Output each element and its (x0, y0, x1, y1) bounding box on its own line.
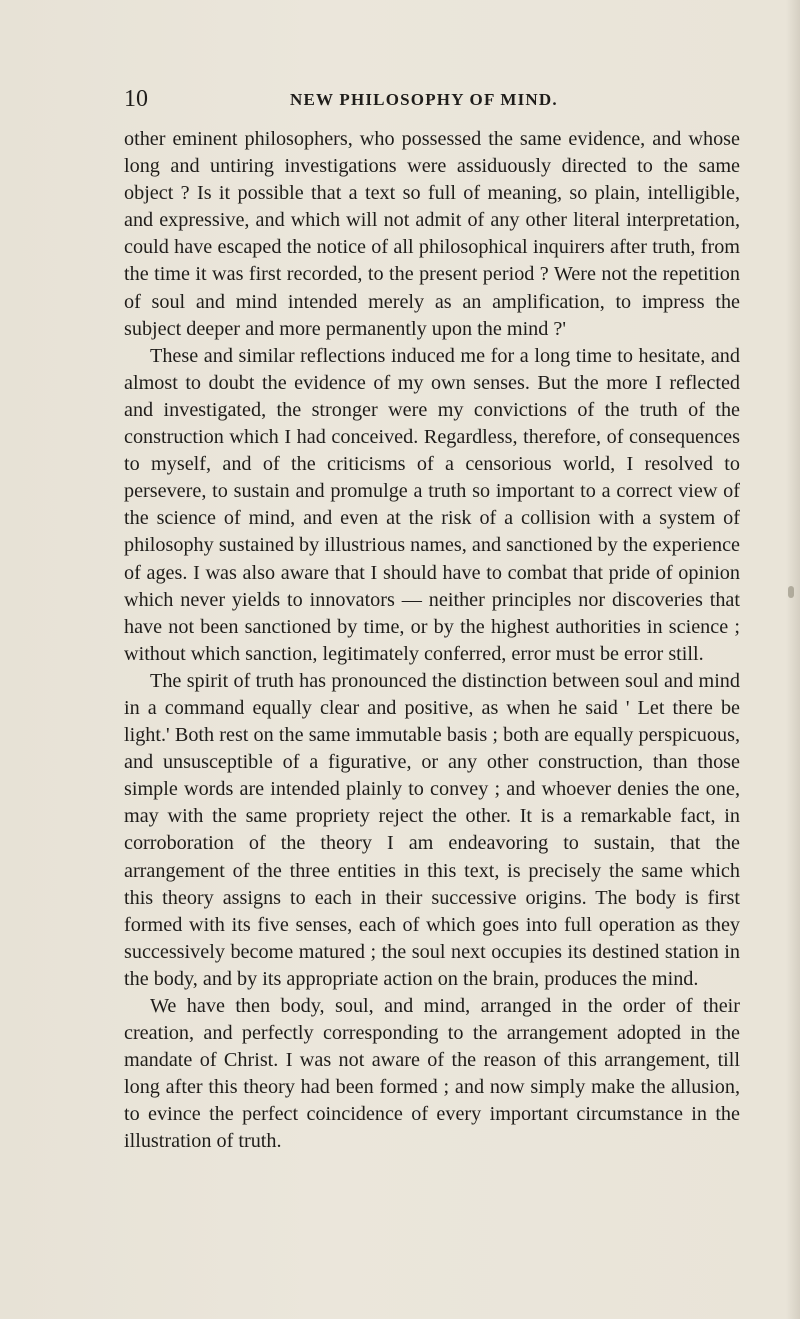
running-title: NEW PHILOSOPHY OF MIND. (290, 90, 558, 109)
page-number: 10 (124, 86, 148, 112)
paper-blemish (788, 586, 794, 598)
paragraph-3: The spirit of truth has pronounced the distinction between soul and mind in a command equally clear and positive, as when he said ' Let there be light.' Both rest on the same immutable basis ; both are equally perspicuous, and unsusceptible of a figurative, or any other construction, than those simple words are intended plainly to convey ; and whoever denies the one, may with the same propriety reject the other. It is a remarkable fact, in corroboration of the theory I am endeavoring to sustain, that the arrangement of the three entities in this text, is precisely the same which this theory assigns to each in their successive origins. The body is first formed with its five senses, each of which goes into full operation as they successively become matured ; the soul next occupies its destined station in the body, and by its appropriate action on the brain, produces the mind. (124, 669, 740, 990)
page-header (124, 84, 740, 114)
page-edge-shadow (786, 0, 800, 1319)
paragraph-4: We have then body, soul, and mind, arranged in the order of their creation, and perfectly corresponding to the arrangement adopted in the mandate of Christ. I was not aware of the reason of this arrangement, till long after this theory had been formed ; and now simply make the allusion, to evince the perfect coincidence of every important circumstance in the illustration of truth. (124, 995, 740, 1153)
paragraph-1: other eminent philosophers, who possessed the same evidence, and whose long and untiring investigations were assiduously directed to the same object ? Is it possible that a text so full of meaning, so plain, intelligible, and expressive, and which will not admit of any other literal interpretation, could have escaped the notice of all philosophical inquirers after truth, from the time it was first recorded, to the present period ? Were not the repetition of soul and mind intended merely as an amplification, to impress the subject deeper and more permanently upon the mind ?' (124, 128, 740, 340)
paragraph-2: These and similar reflections induced me for a long time to hesitate, and almost to doubt the evidence of my own senses. But the more I reflected and investigated, the stronger were my convictions of the truth of the construction which I had conceived. Regardless, therefore, of consequences to myself, and of the criticisms of a censorious world, I resolved to persevere, to sustain and promulge a truth so important to a correct view of the science of mind, and even at the risk of a collision with a system of philosophy sustained by illustrious names, and sanctioned by the experience of ages. I was also aware that I should have to combat that pride of opinion which never yields to innovators — neither principles nor discoveries that have not been sanctioned by time, or by the highest authorities in science ; without which sanction, legitimately conferred, error must be error still. (124, 344, 740, 665)
body-text (124, 126, 740, 1156)
